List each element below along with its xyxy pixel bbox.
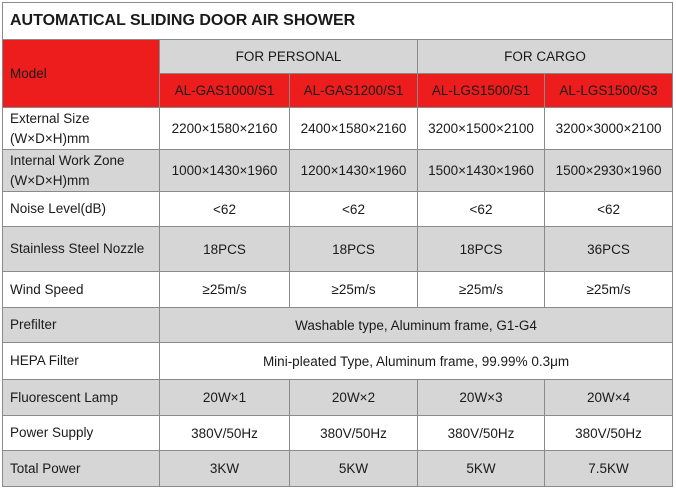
- row-label: Fluorescent Lamp: [3, 380, 160, 416]
- cell: 1500×1430×1960: [418, 150, 545, 192]
- model-name: AL-GAS1200/S1: [290, 74, 418, 108]
- cell: <62: [545, 192, 673, 227]
- cell: 1500×2930×1960: [545, 150, 673, 192]
- cell: 18PCS: [418, 227, 545, 272]
- row-label-line1: External Size: [10, 110, 90, 126]
- row-label: Prefilter: [3, 308, 160, 343]
- row-label-line1: Internal Work Zone: [10, 152, 125, 168]
- model-name: AL-GAS1000/S1: [160, 74, 290, 108]
- cell: ≥25m/s: [545, 272, 673, 308]
- cell: 1200×1430×1960: [290, 150, 418, 192]
- cell: ≥25m/s: [418, 272, 545, 308]
- row-label-line2: (W×D×H)mm: [10, 172, 90, 188]
- cell: 20W×2: [290, 380, 418, 416]
- row-label: Stainless Steel Nozzle: [3, 227, 160, 272]
- table-row: [3, 343, 673, 380]
- spec-sheet: [2, 2, 672, 488]
- model-name: AL-LGS1500/S3: [545, 74, 673, 108]
- table-title: AUTOMATICAL SLIDING DOOR AIR SHOWER: [3, 3, 673, 40]
- model-label: Model: [3, 40, 160, 108]
- table-row: [3, 272, 673, 308]
- cell: 20W×4: [545, 380, 673, 416]
- table-row: [3, 451, 673, 487]
- table-row: [3, 192, 673, 227]
- cell: ≥25m/s: [290, 272, 418, 308]
- row-label: HEPA Filter: [3, 343, 160, 380]
- cell: 3200×3000×2100: [545, 108, 673, 150]
- table-row: [3, 416, 673, 451]
- row-label: Wind Speed: [3, 272, 160, 308]
- cell: 20W×1: [160, 380, 290, 416]
- cell: 380V/50Hz: [418, 416, 545, 451]
- cell: 2200×1580×2160: [160, 108, 290, 150]
- cell: 380V/50Hz: [290, 416, 418, 451]
- cell: 20W×3: [418, 380, 545, 416]
- cell: 3KW: [160, 451, 290, 487]
- group-cargo: FOR CARGO: [418, 40, 673, 74]
- table-row: [3, 308, 673, 343]
- cell-merged: Mini-pleated Type, Aluminum frame, 99.99% 0.3μm: [160, 343, 673, 380]
- table-row: [3, 150, 673, 192]
- cell: 5KW: [418, 451, 545, 487]
- cell: 36PCS: [545, 227, 673, 272]
- cell: 380V/50Hz: [160, 416, 290, 451]
- row-label: Total Power: [3, 451, 160, 487]
- group-personal: FOR PERSONAL: [160, 40, 418, 74]
- cell: 18PCS: [290, 227, 418, 272]
- cell: 18PCS: [160, 227, 290, 272]
- cell: 5KW: [290, 451, 418, 487]
- table-row: [3, 380, 673, 416]
- cell: <62: [290, 192, 418, 227]
- row-label-line2: (W×D×H)mm: [10, 130, 90, 146]
- cell: <62: [418, 192, 545, 227]
- cell: ≥25m/s: [160, 272, 290, 308]
- spec-table: [2, 2, 673, 487]
- table-row: [3, 108, 673, 150]
- row-label: Noise Level(dB): [3, 192, 160, 227]
- model-name: AL-LGS1500/S1: [418, 74, 545, 108]
- cell-merged: Washable type, Aluminum frame, G1-G4: [160, 308, 673, 343]
- cell: 380V/50Hz: [545, 416, 673, 451]
- cell: 2400×1580×2160: [290, 108, 418, 150]
- row-label: [3, 150, 160, 192]
- cell: 7.5KW: [545, 451, 673, 487]
- row-label: [3, 108, 160, 150]
- table-row: [3, 227, 673, 272]
- cell: 1000×1430×1960: [160, 150, 290, 192]
- row-label: Power Supply: [3, 416, 160, 451]
- cell: <62: [160, 192, 290, 227]
- cell: 3200×1500×2100: [418, 108, 545, 150]
